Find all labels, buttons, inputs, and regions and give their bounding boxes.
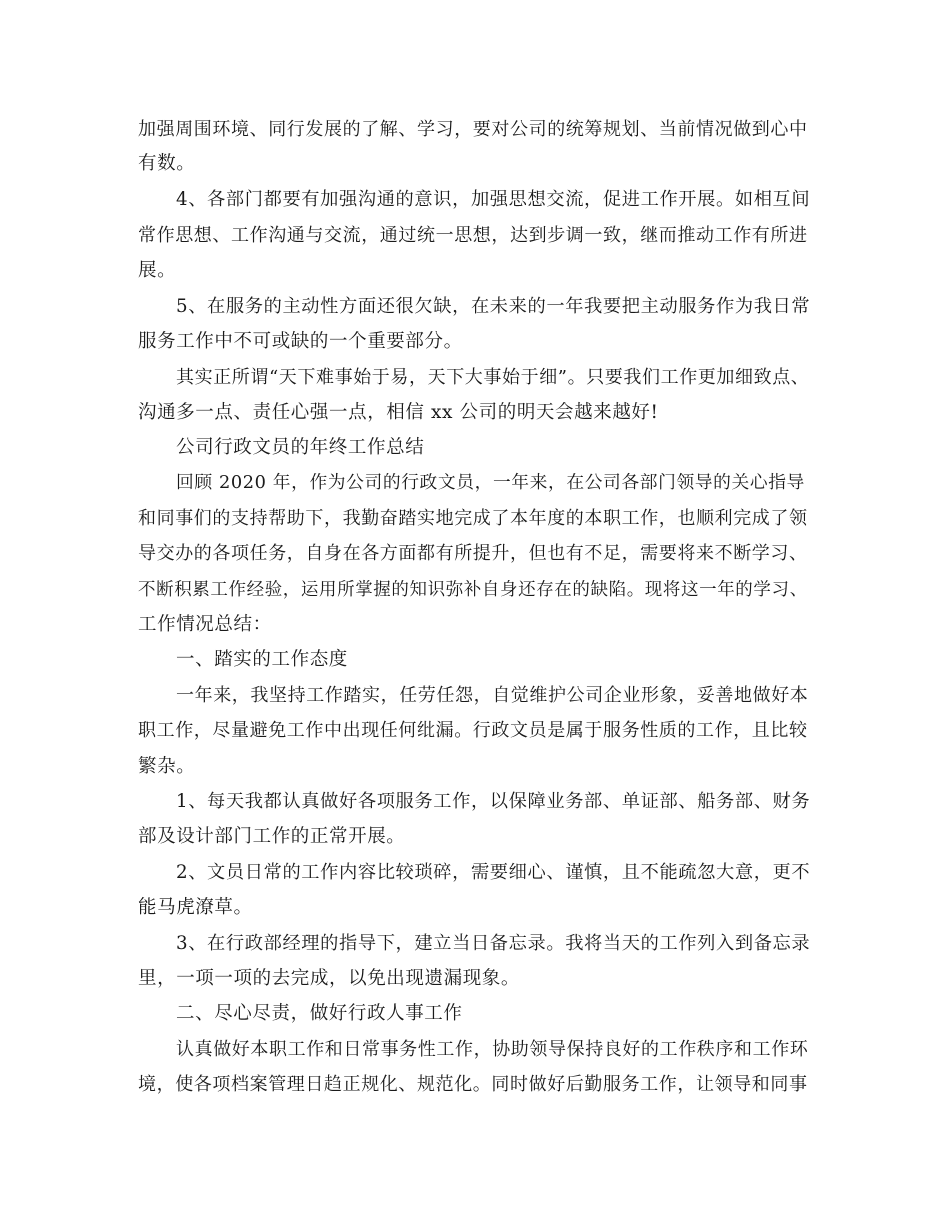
body-text-line: 不断积累工作经验，运用所掌握的知识弥补自身还存在的缺陷。现将这一年的学习、 xyxy=(138,580,808,600)
paragraph-line: 回顾 2020 年，作为公司的行政文员，一年来，在公司各部门领导的关心指导 xyxy=(176,473,805,493)
list-item-4-line: 4、各部门都要有加强沟通的意识，加强思想交流，促进工作开展。如相互间 xyxy=(176,189,811,210)
section-title: 公司行政文员的年终工作总结 xyxy=(176,437,425,458)
list-item-2-line: 2、文员日常的工作内容比较琐碎，需要细心、谨慎，且不能疏忽大意，更不 xyxy=(176,862,811,883)
body-text-line: 导交办的各项任务，自身在各方面都有所提升，但也有不足，需要将来不断学习、 xyxy=(138,543,808,564)
list-item-1-line: 1、每天我都认真做好各项服务工作，以保障业务部、单证部、船务部、财务 xyxy=(176,791,811,812)
body-text-line: 展。 xyxy=(138,260,177,281)
body-text-line: 服务工作中不可或缺的一个重要部分。 xyxy=(138,331,463,352)
list-item-5-line: 5、在服务的主动性方面还很欠缺，在未来的一年我要把主动服务作为我日常 xyxy=(176,296,811,317)
paragraph-line: 其实正所谓“天下难事始于易，天下大事始于细”。只要我们工作更加细致点、 xyxy=(176,367,810,388)
paragraph-line: 一年来，我坚持工作踏实，任劳任怨，自觉维护公司企业形象，妥善地做好本 xyxy=(176,685,809,706)
body-text-line: 境，使各项档案管理日趋正规化、规范化。同时做好后勤服务工作，让领导和同事 xyxy=(138,1074,808,1095)
body-text-line: 职工作，尽量避免工作中出现任何纰漏。行政文员是属于服务性质的工作，且比较 xyxy=(138,720,808,741)
paragraph-line: 认真做好本职工作和日常事务性工作，协助领导保持良好的工作秩序和工作环 xyxy=(176,1039,809,1060)
body-text-line: 加强周围环境、同行发展的了解、学习，要对公司的统筹规划、当前情况做到心中 xyxy=(138,119,808,140)
body-text-line: 常作思想、工作沟通与交流，通过统一思想，达到步调一致，继而推动工作有所进 xyxy=(138,225,808,246)
heading-line: 一、踏实的工作态度 xyxy=(176,649,348,670)
body-text-line: 和同事们的支持帮助下，我勤奋踏实地完成了本年度的本职工作，也顺利完成了领 xyxy=(138,508,808,529)
body-text-line: 繁杂。 xyxy=(138,756,196,777)
body-text-line: 工作情况总结： xyxy=(138,614,272,635)
body-text-line: 有数。 xyxy=(138,153,196,174)
body-text-line: 沟通多一点、责任心强一点，相信 xx 公司的明天会越来越好! xyxy=(138,402,659,423)
body-text-line: 能马虎潦草。 xyxy=(138,897,253,918)
heading-line: 二、尽心尽责，做好行政人事工作 xyxy=(176,1003,463,1024)
list-item-3-line: 3、在行政部经理的指导下，建立当日备忘录。我将当天的工作列入到备忘录 xyxy=(176,933,811,954)
body-text-line: 部及设计部门工作的正常开展。 xyxy=(138,826,406,847)
body-text-line: 里，一项一项的去完成，以免出现遗漏现象。 xyxy=(138,968,521,989)
